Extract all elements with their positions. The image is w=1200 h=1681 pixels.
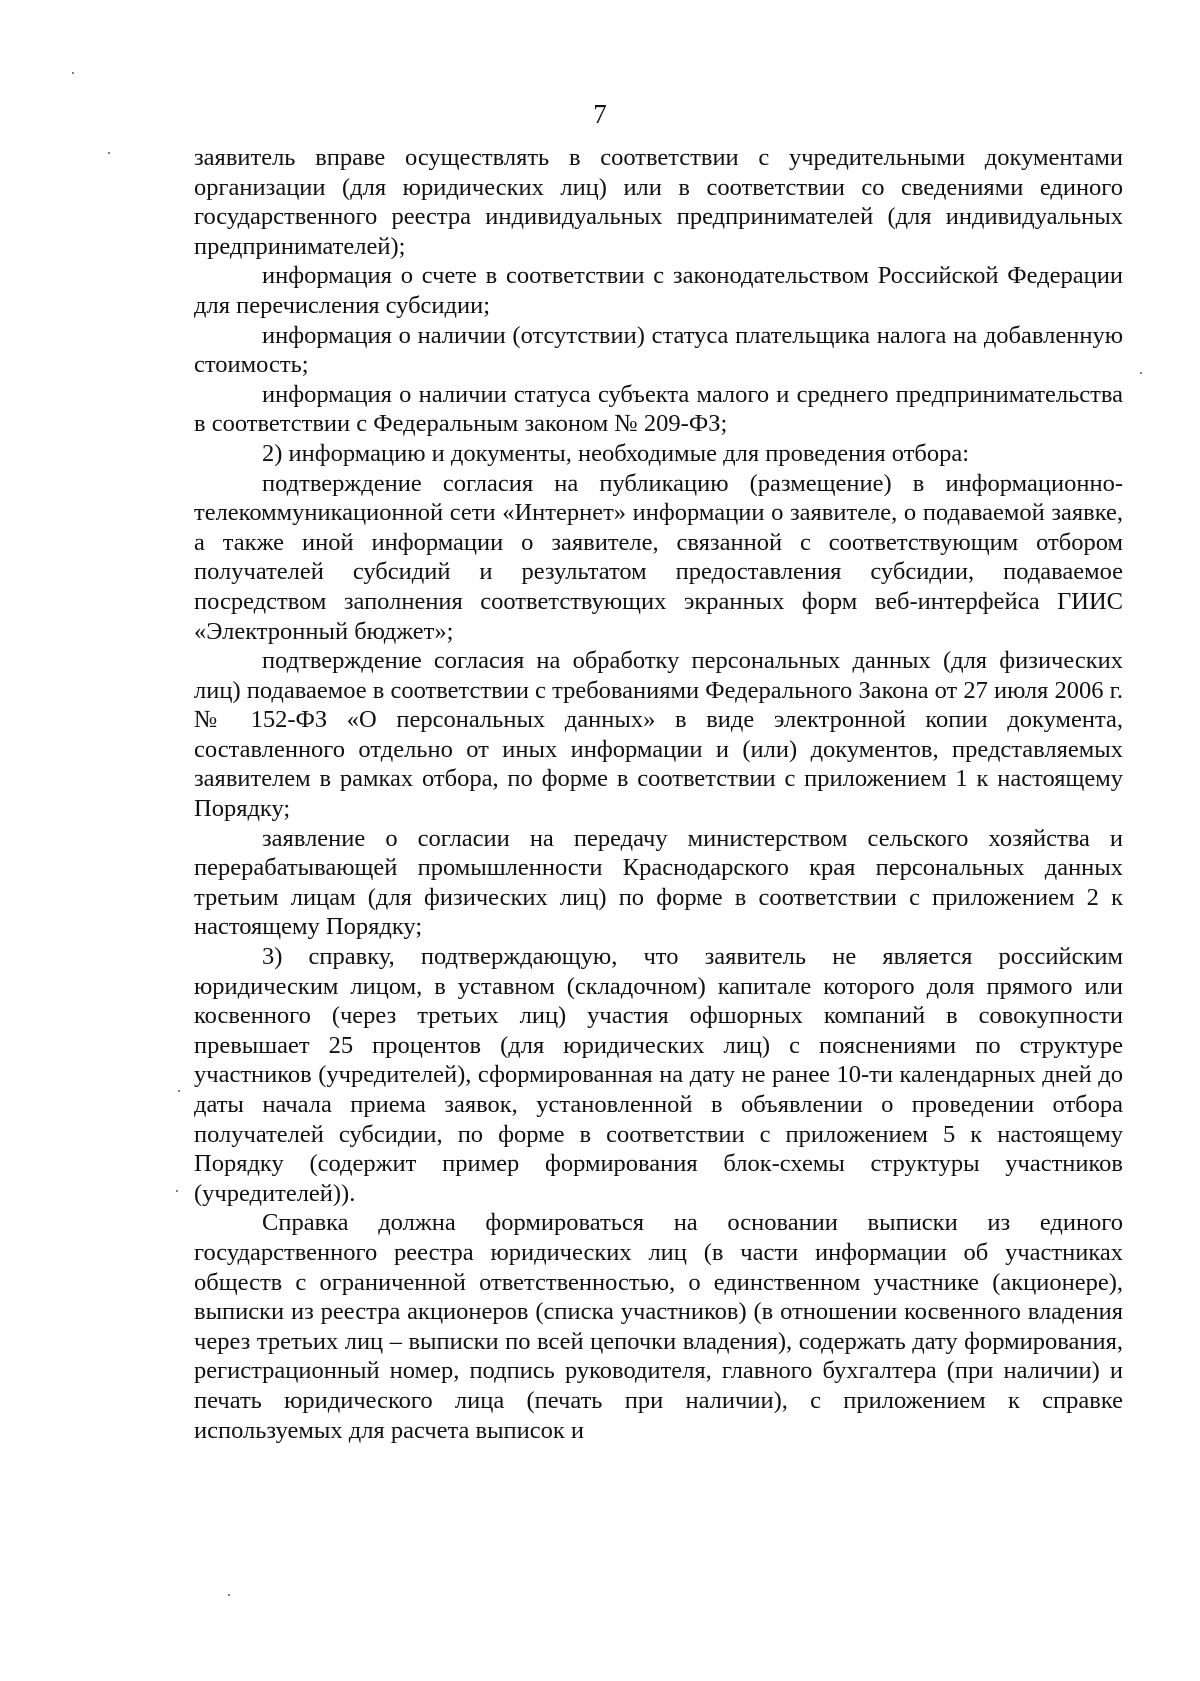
scan-speck [176,1190,178,1192]
document-body [194,143,1123,1445]
scan-speck [72,72,74,74]
paragraph-transfer-consent: заявление о согласии на передачу министерством сельского хозяйства и перерабатывающей промышленности Краснодарского края персональных данных третьим лицам (для физических лиц) по форме в соответствии с приложением 2 к настоящему Порядку; [194,824,1123,941]
page-number: 7 [593,99,607,129]
scan-speck [108,152,110,154]
paragraph-item-3: 3) справку, подтверждающую, что заявитель не является российским юридическим лицом, в уставном (складочном) капитале которого доля прямого или косвенного (через третьих лиц) участия офшорных компаний в совокупности превышает 25 процентов (для юридических лиц) с пояснениями по структуре участников (учредителей), сформированная на дату не ранее 10-ти календарных дней до даты начала приема заявок, установленной в объявлении о проведении отбора получателей субсидии, по форме в соответствии с приложением 5 к настоящему Порядку (содержит пример формирования блок-схемы структуры участников (учредителей)). [194,943,1123,1207]
paragraph-item-2: 2) информацию и документы, необходимые для проведения отбора: [262,439,970,467]
paragraph-continuation: заявитель вправе осуществлять в соответствии с учредительными документами организации (для юридических лиц) или в соответствии со сведениями единого государственного реестра индивидуальных предпринимателей (для индивидуальных предпринимателей); [194,144,1123,260]
paragraph-personal-data-consent: подтверждение согласия на обработку персональных данных (для физических лиц) подаваемое в соответствии с требованиями Федерального Закона от 27 июля 2006 г. № 152-ФЗ «О персональных данных» в виде электронной копии документа, составленного отдельно от иных информации и (или) документов, представляемых заявителем в рамках отбора, по форме в соответствии с приложением 1 к настоящему Порядку; [194,647,1123,823]
paragraph-publication-consent: подтверждение согласия на публикацию (размещение) в информационно-телекоммуникационной сети «Интернет» информации о заявителе, о подаваемой заявке, а также иной информации о заявителе, связанной с соответствующим отбором получателей субсидий и результатом предоставления субсидии, подаваемое посредством заполнения соответствующих экранных форм веб-интерфейса ГИИС «Электронный бюджет»; [194,469,1123,645]
paragraph-account-info: информация о счете в соответствии с законодательством Российской Федерации для перечисления субсидии; [194,262,1123,319]
scan-speck [1140,372,1142,374]
paragraph-sme-status: информация о наличии статуса субъекта малого и среднего предпринимательства в соответствии с Федеральным законом № 209-ФЗ; [194,380,1123,438]
scan-speck [228,1594,230,1596]
paragraph-certificate-basis: Справка должна формироваться на основании выписки из единого государственного реестра юридических лиц (в части информации об участниках обществ с ограниченной ответственностью, о единственном участнике (акционере), выписки из реестра акционеров (списка участников) (в отношении косвенного владения через третьих лиц – выписки по всей цепочки владения), содержать дату формирования, регистрационный номер, подпись руководителя, главного бухгалтера (при наличии) и печать юридического лица (печать при наличии), с приложением к справке используемых для расчета выписок и [194,1209,1123,1444]
scan-speck [178,1090,180,1092]
paragraph-vat-status: информация о наличии (отсутствии) статуса плательщика налога на добавленную стоимость; [194,321,1123,379]
